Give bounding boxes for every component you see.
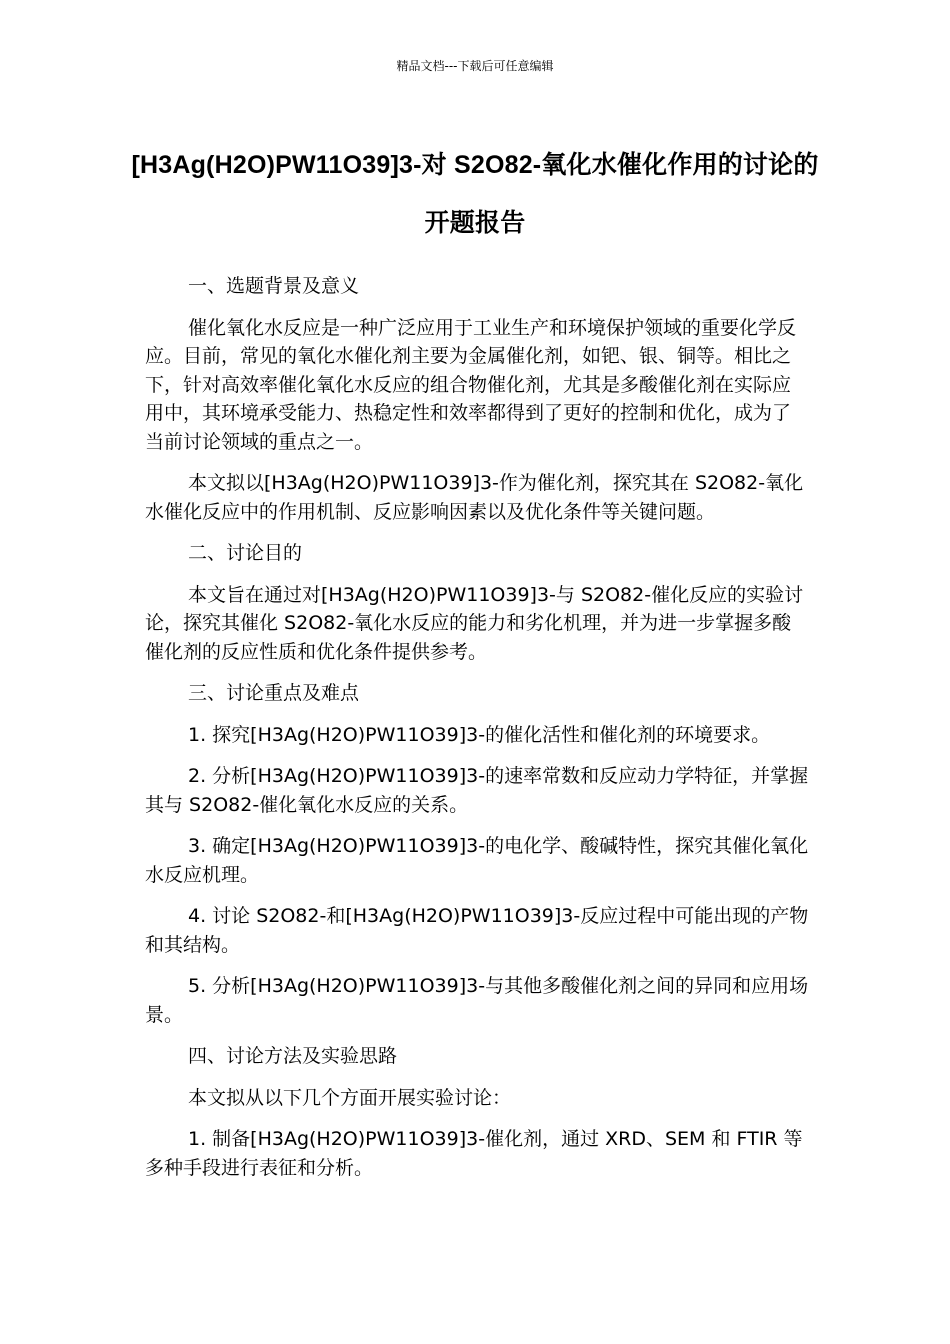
list-item-key-point-1: 1. 探究[H3Ag(H2O)PW11O39]3-的催化活性和催化剂的环境要求。 xyxy=(188,723,771,746)
paragraph-background: 催化氧化水反应是一种广泛应用于工业生产和环境保护领域的重要化学反应。目前，常见的氧化水催化剂主要为金属催化剂，如钯、银、铜等。相比之下，针对高效率催化氧化水反应的组合物催化剂，尤其是多酸催化剂在实际应用中，其环境承受能力、热稳定性和效率都得到了更好的控制和优化，成为了当前讨论领域的重点之一。 xyxy=(145,316,797,453)
header-note: 精品文档---下载后可任意编辑 xyxy=(396,59,554,73)
document-title: [H3Ag(H2O)PW11O39]3-对 S2O82-氧化水催化作用的讨论的开题报告 xyxy=(131,151,819,237)
list-item-method-1: 1. 制备[H3Ag(H2O)PW11O39]3-催化剂，通过 XRD、SEM 和 FTIR 等多种手段进行表征和分析。 xyxy=(145,1128,803,1179)
section-heading-purpose: 二、讨论目的 xyxy=(188,542,303,564)
document-body xyxy=(145,272,809,1195)
section-heading-background: 一、选题背景及意义 xyxy=(188,275,360,297)
section-heading-key-points: 三、讨论重点及难点 xyxy=(188,682,360,704)
list-item-key-point-3: 3. 确定[H3Ag(H2O)PW11O39]3-的电化学、酸碱特性，探究其催化氧化水反应机理。 xyxy=(145,835,809,886)
list-item-key-point-4: 4. 讨论 S2O82-和[H3Ag(H2O)PW11O39]3-反应过程中可能出现的产物和其结构。 xyxy=(145,905,809,956)
list-item-key-point-5: 5. 分析[H3Ag(H2O)PW11O39]3-与其他多酸催化剂之间的异同和应用场景。 xyxy=(145,975,809,1026)
paragraph-methods-intro: 本文拟从以下几个方面开展实验讨论： xyxy=(188,1086,512,1109)
paragraph-catalyst-intro: 本文拟以[H3Ag(H2O)PW11O39]3-作为催化剂，探究其在 S2O82-氧化水催化反应中的作用机制、反应影响因素以及优化条件等关键问题。 xyxy=(145,472,804,523)
list-item-key-point-2: 2. 分析[H3Ag(H2O)PW11O39]3-的速率常数和反应动力学特征，并掌握其与 S2O82-催化氧化水反应的关系。 xyxy=(145,765,809,816)
section-heading-methods: 四、讨论方法及实验思路 xyxy=(188,1045,398,1067)
paragraph-purpose: 本文旨在通过对[H3Ag(H2O)PW11O39]3-与 S2O82-催化反应的实验讨论，探究其催化 S2O82-氧化水反应的能力和劣化机理，并为进一步掌握多酸催化剂的反应性质和优化条件提供参考。 xyxy=(145,583,804,663)
